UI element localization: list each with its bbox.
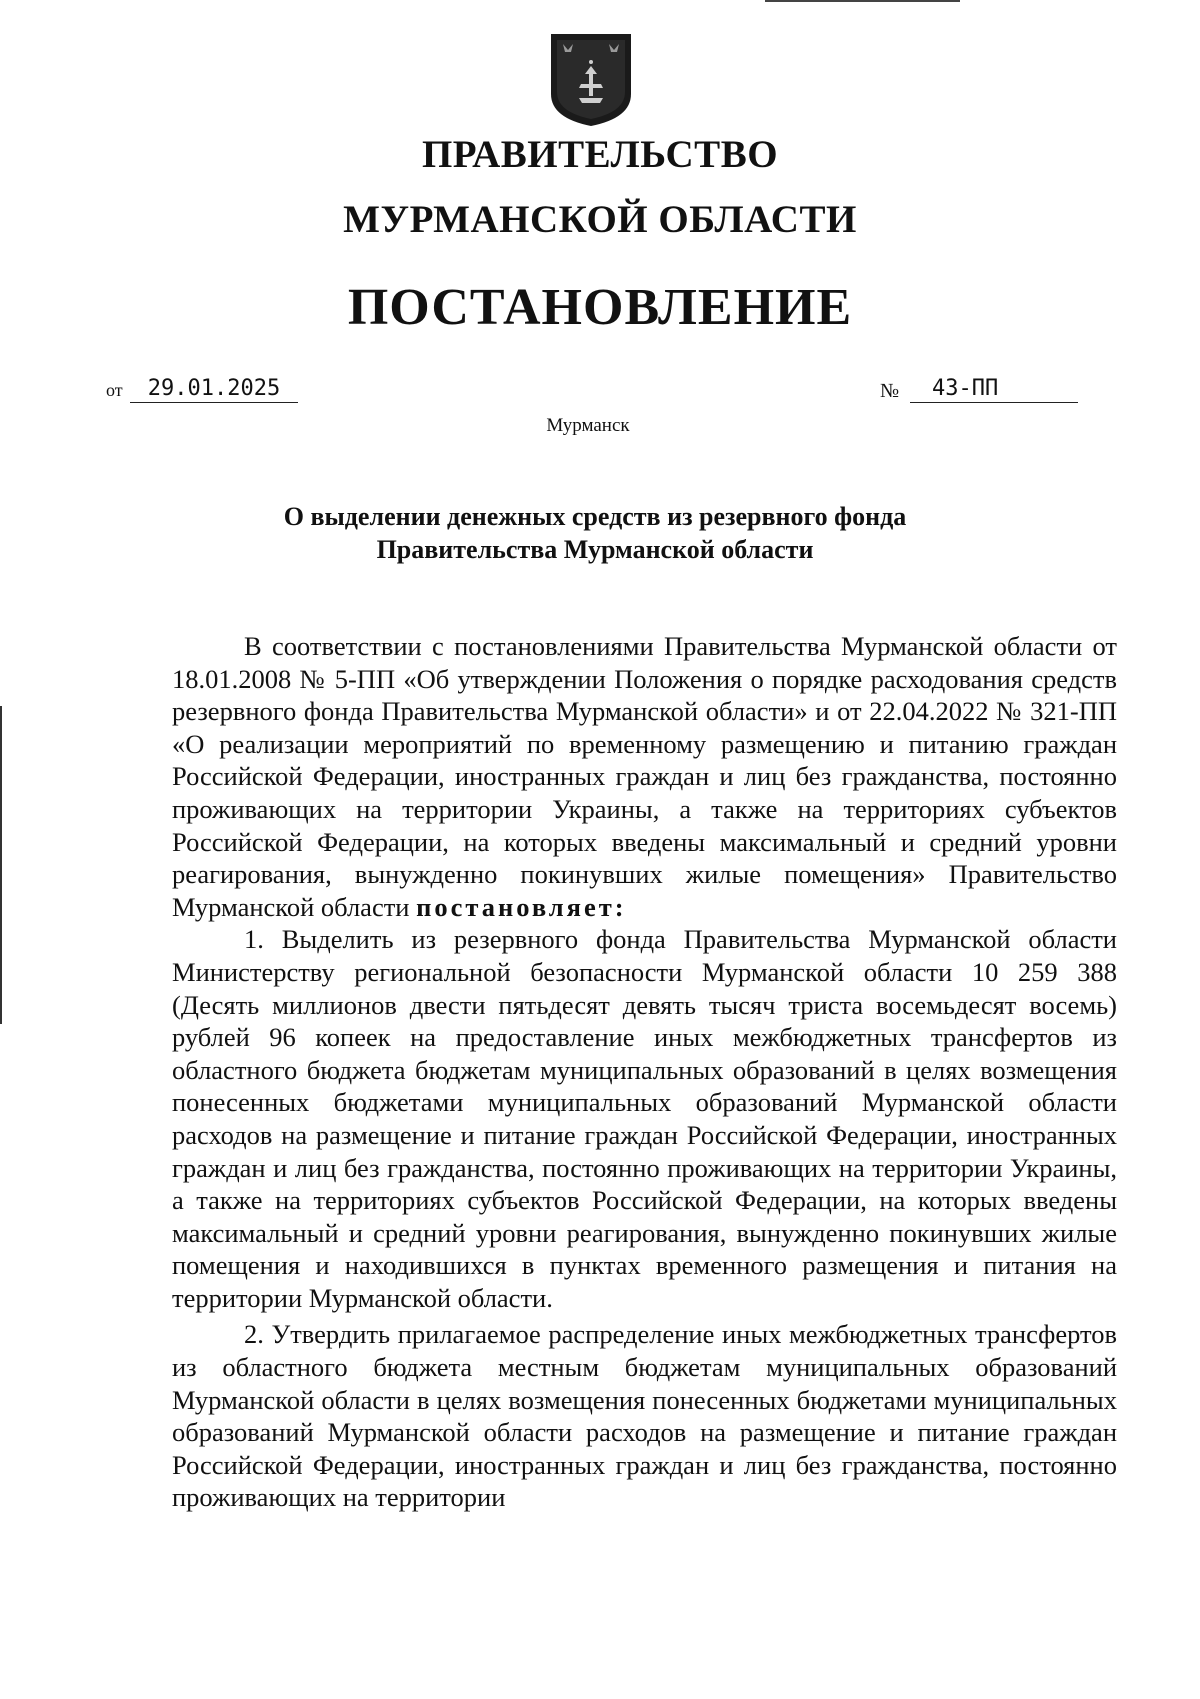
clause-1: 1. Выделить из резервного фонда Правительства Мурманской области Министерству региональной безопасности Мурманской области 10 259 388 (Десять миллионов двести пятьдесят девять тысяч триста восемьдесят восемь) рублей 96 копеек на предоставление иных межбюджетных трансфертов из областного бюджета бюджетам муниципальных образований в целях возмещения понесенных бюджетами муниципальных образований Мурманской области расходов на размещение и питание граждан Российской Федерации, иностранных граждан и лиц без гражданства, постоянно проживающих на территории Украины, а также на территориях субъектов Российской Федерации, на которых введены максимальный и средний уровни реагирования, вынужденно покинувших жилые помещения и находившихся в пунктах временного размещения и питания на территории Мурманской области. [172, 924, 1117, 1313]
preamble-text: В соответствии с постановлениями Правительства Мурманской области от 18.01.2008 № 5-ПП «Об утверждении Положения о порядке расходования средств резервного фонда Правительства Мурманской области» и от 22.04.2022 № 321-ПП «О реализации мероприятий по временному размещению и питанию граждан Российской Федерации, иностранных граждан и лиц без гражданства, постоянно проживающих на территории Украины, а также на территориях субъектов Российской Федерации, на которых введены максимальный и средний уровни реагирования, вынужденно покинувших жилые помещения» Правительство Мурманской области [172, 631, 1117, 922]
org-name-line1: ПРАВИТЕЛЬСТВО [421, 133, 779, 176]
number-prefix: № [880, 380, 900, 402]
clause-2: 2. Утвердить прилагаемое распределение иных межбюджетных трансфертов из областного бюджета местным бюджетам муниципальных образований Мурманской области в целях возмещения понесенных бюджетами муниципальных образований Мурманской области расходов на размещение и питание граждан Российской Федерации, иностранных граждан и лиц без гражданства, постоянно проживающих на территории [172, 1319, 1117, 1513]
document-body [172, 630, 1117, 1514]
date-prefix: от [106, 380, 123, 400]
resolves-keyword: постановляет [416, 891, 615, 922]
subject-line1: О выделении денежных средств из резервного фонда [283, 502, 907, 531]
top-edge-line [765, 0, 960, 2]
subject-line2: Правительства Мурманской области [376, 535, 814, 564]
left-edge-mark [0, 706, 2, 1024]
document-number: 43-ПП [910, 376, 1078, 403]
resolves-colon: : [614, 891, 627, 922]
document-date: 29.01.2025 [130, 376, 298, 403]
coat-of-arms-icon [549, 32, 633, 128]
org-name-line2: МУРМАНСКОЙ ОБЛАСТИ [343, 198, 857, 241]
document-type: ПОСТАНОВЛЕНИЕ [347, 279, 853, 336]
preamble-paragraph [172, 630, 1117, 923]
city-name: Мурманск [546, 415, 630, 436]
